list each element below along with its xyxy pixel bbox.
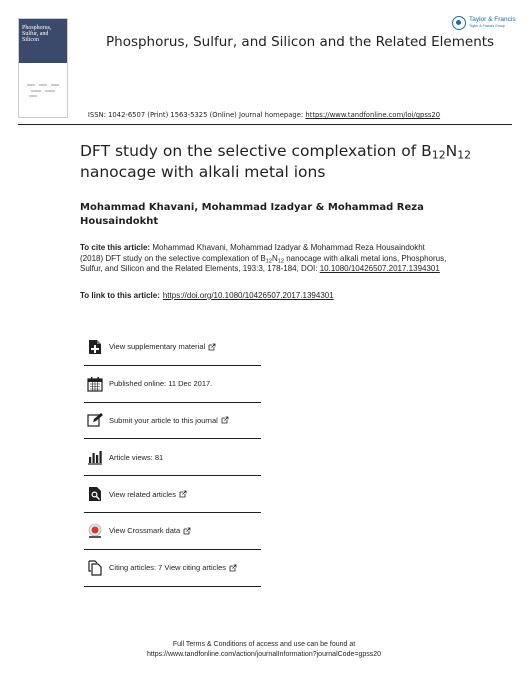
external-link-icon bbox=[229, 564, 237, 572]
article-title-text-3: nanocage with alkali metal ions bbox=[80, 163, 326, 181]
publisher-logo-icon bbox=[452, 16, 466, 30]
publisher-name: Taylor & Francis bbox=[469, 16, 516, 23]
article-title-subscript-1: 12 bbox=[431, 148, 446, 162]
info-item-label: Article views: 81 bbox=[109, 452, 164, 462]
terms-footer bbox=[0, 640, 528, 659]
terms-link[interactable]: https://www.tandfonline.com/action/journalInformation?journalCode=gpss20 bbox=[146, 650, 382, 658]
journal-title[interactable]: Phosphorus, Sulfur, and Silicon and the Related Elements bbox=[106, 34, 495, 50]
citing-articles-icon bbox=[87, 560, 103, 576]
cover-reaction-scheme bbox=[25, 77, 61, 99]
article-title-text-1: DFT study on the selective complexation of B bbox=[80, 142, 432, 160]
external-link-icon bbox=[221, 416, 229, 424]
calendar-icon bbox=[87, 376, 103, 392]
info-item-label: Published online: 11 Dec 2017. bbox=[109, 379, 213, 389]
article-doi-link[interactable]: https://doi.org/10.1080/10426507.2017.1394301 bbox=[162, 291, 334, 300]
journal-homepage-link[interactable]: https://www.tandfonline.com/loi/gpss20 bbox=[305, 111, 441, 119]
terms-line-1: Full Terms & Conditions of access and use can be found at bbox=[172, 641, 356, 648]
info-item-submit[interactable] bbox=[84, 403, 261, 440]
related-search-icon bbox=[87, 486, 103, 502]
citation-subscript-1: 12 bbox=[265, 257, 272, 264]
issn-line bbox=[0, 111, 528, 119]
info-item-label: Submit your article to this journal bbox=[109, 415, 218, 425]
journal-cover-thumbnail[interactable] bbox=[18, 18, 68, 118]
citation-label: To cite this article: bbox=[80, 243, 151, 252]
info-item-crossmark[interactable] bbox=[84, 513, 261, 550]
external-link-icon bbox=[183, 527, 191, 535]
info-item-label: View supplementary material bbox=[109, 342, 206, 352]
info-item-supplementary[interactable] bbox=[84, 329, 261, 366]
article-title-text-2: N bbox=[445, 142, 458, 160]
citation-doi-link[interactable]: 10.1080/10426507.2017.1394301 bbox=[319, 264, 440, 273]
info-item-related[interactable] bbox=[84, 476, 261, 513]
supplementary-icon bbox=[87, 339, 103, 355]
info-item-published bbox=[84, 366, 261, 403]
citation-text-3: nanocage with alkali metal ions, Phosphorus, Sulfur, and Silicon and the Related Elements, 193:3, 178-184, DOI: bbox=[80, 253, 447, 273]
citation-text-1: Mohammad Khavani, Mohammad Izadyar & Mohammad Reza Housaindokht (2018) DFT study on the selective complexation of B bbox=[80, 243, 425, 263]
citation-block bbox=[80, 243, 450, 275]
info-item-label: View related articles bbox=[109, 489, 176, 499]
info-item-label: View Crossmark data bbox=[109, 526, 181, 536]
article-info-list bbox=[84, 329, 261, 587]
citation-subscript-2: 12 bbox=[277, 257, 284, 264]
info-item-label: Citing articles: 7 View citing articles bbox=[109, 563, 226, 573]
article-link-label: To link to this article: bbox=[80, 291, 160, 300]
header-divider bbox=[18, 124, 512, 125]
bar-chart-icon bbox=[87, 449, 103, 465]
cover-banner bbox=[19, 19, 67, 63]
publisher-tagline: Taylor & Francis Group bbox=[469, 24, 505, 28]
article-title bbox=[80, 141, 480, 183]
article-link-line bbox=[80, 291, 334, 300]
article-title-subscript-2: 12 bbox=[457, 148, 472, 162]
crossmark-icon bbox=[87, 523, 103, 539]
submit-edit-icon bbox=[87, 412, 103, 428]
external-link-icon bbox=[179, 490, 187, 498]
external-link-icon bbox=[208, 343, 216, 351]
info-item-views bbox=[84, 439, 261, 476]
cover-title: Phosphorus, Sulfur, and Silicon bbox=[22, 25, 52, 43]
publisher-logo[interactable] bbox=[452, 14, 514, 36]
article-authors: Mohammad Khavani, Mohammad Izadyar & Mohammad Reza Housaindokht bbox=[80, 202, 424, 227]
issn-text: ISSN: 1042-6507 (Print) 1563-5325 (Online) Journal homepage: bbox=[87, 111, 306, 119]
info-item-citing[interactable] bbox=[84, 550, 261, 587]
citation-text-2: N bbox=[271, 253, 278, 263]
